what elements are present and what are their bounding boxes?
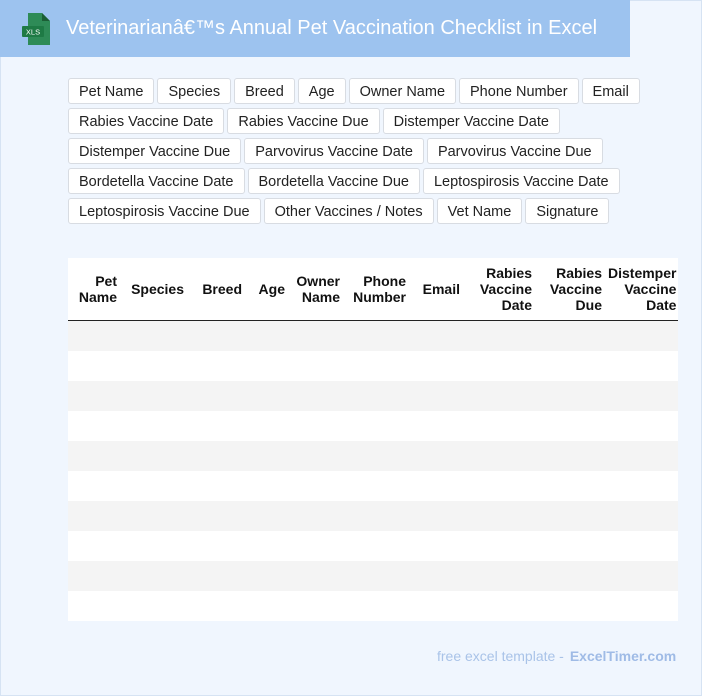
table-cell[interactable] [248, 531, 291, 561]
table-cell[interactable] [538, 351, 608, 381]
table-cell[interactable] [466, 321, 538, 352]
column-header-line: Owner [296, 273, 340, 289]
field-chip[interactable]: Distemper Vaccine Due [68, 138, 241, 164]
table-cell[interactable] [291, 591, 346, 621]
page-title: Veterinarianâ€™s Annual Pet Vaccination Checklist in Excel [66, 17, 598, 39]
field-chip[interactable]: Signature [525, 198, 609, 224]
footer [437, 648, 676, 664]
table-cell[interactable] [466, 441, 538, 471]
table-cell[interactable] [68, 411, 123, 441]
column-header [346, 258, 412, 321]
table-cell[interactable] [123, 351, 190, 381]
column-header-line: Age [258, 281, 285, 297]
table-cell[interactable] [608, 561, 678, 591]
table-row [68, 471, 678, 501]
column-header-line: Vaccine [624, 281, 677, 297]
column-header-line: Rabies [486, 265, 532, 281]
table-cell[interactable] [291, 351, 346, 381]
column-header [123, 258, 190, 321]
table-cell[interactable] [123, 561, 190, 591]
table-cell[interactable] [346, 501, 412, 531]
table-cell[interactable] [190, 471, 248, 501]
table-row [68, 441, 678, 471]
table-cell[interactable] [466, 351, 538, 381]
table-cell[interactable] [412, 531, 466, 561]
table-cell[interactable] [190, 501, 248, 531]
page-header [0, 0, 630, 57]
table-cell[interactable] [291, 321, 346, 352]
footer-brand-link[interactable]: ExcelTimer.com [569, 648, 677, 664]
table-header-row [68, 258, 678, 321]
table-cell[interactable] [466, 591, 538, 621]
table-cell[interactable] [68, 471, 123, 501]
column-header-line: Distemper [608, 265, 677, 281]
column-header [248, 258, 291, 321]
column-header-line: Date [646, 297, 677, 313]
table-cell[interactable] [538, 381, 608, 411]
table-cell[interactable] [608, 501, 678, 531]
footer-text: free excel template - [437, 648, 564, 664]
checklist-table [68, 258, 678, 621]
field-chip[interactable]: Other Vaccines / Notes [264, 198, 434, 224]
column-header-line: Name [78, 289, 117, 305]
table-cell[interactable] [190, 351, 248, 381]
table-cell[interactable] [466, 531, 538, 561]
table-cell[interactable] [291, 411, 346, 441]
table-cell[interactable] [346, 591, 412, 621]
column-header [68, 258, 123, 321]
table-cell[interactable] [68, 531, 123, 561]
column-header-line: Phone [363, 273, 406, 289]
table-cell[interactable] [466, 411, 538, 441]
table-cell[interactable] [412, 381, 466, 411]
column-header [291, 258, 346, 321]
icon-label: XLS [25, 27, 41, 37]
table-cell[interactable] [123, 591, 190, 621]
field-chip[interactable]: Leptospirosis Vaccine Due [68, 198, 261, 224]
table-cell[interactable] [538, 591, 608, 621]
table-cell[interactable] [346, 321, 412, 352]
table-cell[interactable] [608, 471, 678, 501]
table-cell[interactable] [412, 351, 466, 381]
table-cell[interactable] [291, 531, 346, 561]
table-cell[interactable] [68, 501, 123, 531]
field-chip[interactable]: Rabies Vaccine Date [68, 108, 224, 134]
field-chip[interactable]: Parvovirus Vaccine Due [427, 138, 603, 164]
column-header-line: Vaccine [479, 281, 532, 297]
excel-file-icon [22, 13, 50, 45]
table-cell[interactable] [190, 591, 248, 621]
field-chip-list [68, 78, 668, 224]
table-cell[interactable] [346, 381, 412, 411]
table-cell[interactable] [248, 471, 291, 501]
table-cell[interactable] [412, 591, 466, 621]
table-cell[interactable] [68, 321, 123, 352]
column-header-line: Date [501, 297, 532, 313]
table-cell[interactable] [123, 321, 190, 352]
column-header [466, 258, 538, 321]
table-cell[interactable] [248, 411, 291, 441]
table-cell[interactable] [123, 471, 190, 501]
table-row [68, 381, 678, 411]
table-cell[interactable] [466, 501, 538, 531]
table-cell[interactable] [346, 531, 412, 561]
table-cell[interactable] [248, 501, 291, 531]
table-cell[interactable] [68, 351, 123, 381]
table-cell[interactable] [291, 471, 346, 501]
field-chip[interactable]: Owner Name [349, 78, 456, 104]
table-row [68, 561, 678, 591]
table-cell[interactable] [190, 561, 248, 591]
table-row [68, 321, 678, 352]
table-cell[interactable] [123, 531, 190, 561]
table-cell[interactable] [190, 411, 248, 441]
table-cell[interactable] [190, 381, 248, 411]
table-row [68, 351, 678, 381]
table-cell[interactable] [68, 441, 123, 471]
column-header [412, 258, 466, 321]
field-chip[interactable]: Rabies Vaccine Due [227, 108, 379, 134]
table-cell[interactable] [190, 531, 248, 561]
table-cell[interactable] [248, 591, 291, 621]
field-chip[interactable]: Distemper Vaccine Date [383, 108, 560, 134]
table-cell[interactable] [291, 381, 346, 411]
field-chip[interactable]: Bordetella Vaccine Due [248, 168, 420, 194]
field-chip[interactable]: Email [582, 78, 640, 104]
field-chip[interactable]: Pet Name [68, 78, 154, 104]
table-cell[interactable] [346, 351, 412, 381]
table-cell[interactable] [538, 531, 608, 561]
column-header-line: Pet [95, 273, 117, 289]
table-cell[interactable] [412, 561, 466, 591]
table-cell[interactable] [466, 381, 538, 411]
table-cell[interactable] [412, 321, 466, 352]
table-cell[interactable] [291, 501, 346, 531]
field-chip[interactable]: Breed [234, 78, 295, 104]
table-cell[interactable] [412, 501, 466, 531]
table-cell[interactable] [608, 351, 678, 381]
field-chip[interactable]: Species [157, 78, 231, 104]
table-cell[interactable] [412, 471, 466, 501]
column-header-line: Name [301, 289, 340, 305]
table-cell[interactable] [190, 441, 248, 471]
table-cell[interactable] [346, 411, 412, 441]
column-header-line: Species [131, 281, 184, 297]
table-cell[interactable] [123, 501, 190, 531]
table-cell[interactable] [68, 561, 123, 591]
table-cell[interactable] [248, 381, 291, 411]
table-cell[interactable] [123, 441, 190, 471]
table-cell[interactable] [123, 411, 190, 441]
table-cell[interactable] [248, 321, 291, 352]
column-header [608, 258, 678, 321]
table-cell[interactable] [291, 441, 346, 471]
table-cell[interactable] [68, 591, 123, 621]
table-cell[interactable] [608, 531, 678, 561]
table-cell[interactable] [346, 441, 412, 471]
table-row [68, 411, 678, 441]
column-header [190, 258, 248, 321]
table-cell[interactable] [291, 561, 346, 591]
column-header-line: Email [422, 281, 460, 297]
column-header [538, 258, 608, 321]
field-chip[interactable]: Phone Number [459, 78, 579, 104]
table-cell[interactable] [190, 321, 248, 352]
table-cell[interactable] [412, 441, 466, 471]
field-chip[interactable]: Leptospirosis Vaccine Date [423, 168, 620, 194]
column-header-line: Due [575, 297, 602, 313]
table-cell[interactable] [608, 441, 678, 471]
table-cell[interactable] [608, 591, 678, 621]
table-row [68, 501, 678, 531]
field-chip[interactable]: Bordetella Vaccine Date [68, 168, 245, 194]
table-cell[interactable] [608, 321, 678, 352]
field-chip[interactable]: Age [298, 78, 346, 104]
table-cell[interactable] [608, 381, 678, 411]
table-cell[interactable] [412, 411, 466, 441]
field-chip[interactable]: Parvovirus Vaccine Date [244, 138, 424, 164]
table-cell[interactable] [346, 561, 412, 591]
table-row [68, 531, 678, 561]
column-header-line: Vaccine [549, 281, 602, 297]
table-cell[interactable] [538, 561, 608, 591]
table-row [68, 591, 678, 621]
table-cell[interactable] [538, 471, 608, 501]
table-cell[interactable] [248, 351, 291, 381]
table-cell[interactable] [608, 411, 678, 441]
column-header-line: Breed [202, 281, 242, 297]
table-cell[interactable] [346, 471, 412, 501]
table-cell[interactable] [466, 561, 538, 591]
table-cell[interactable] [68, 381, 123, 411]
column-header-line: Number [353, 289, 406, 305]
field-chip[interactable]: Vet Name [437, 198, 523, 224]
table-cell[interactable] [248, 441, 291, 471]
table-cell[interactable] [538, 501, 608, 531]
table-cell[interactable] [123, 381, 190, 411]
table-cell[interactable] [538, 441, 608, 471]
table-cell[interactable] [538, 321, 608, 352]
table-cell[interactable] [248, 561, 291, 591]
column-header-line: Rabies [556, 265, 602, 281]
table-cell[interactable] [538, 411, 608, 441]
table-cell[interactable] [466, 471, 538, 501]
